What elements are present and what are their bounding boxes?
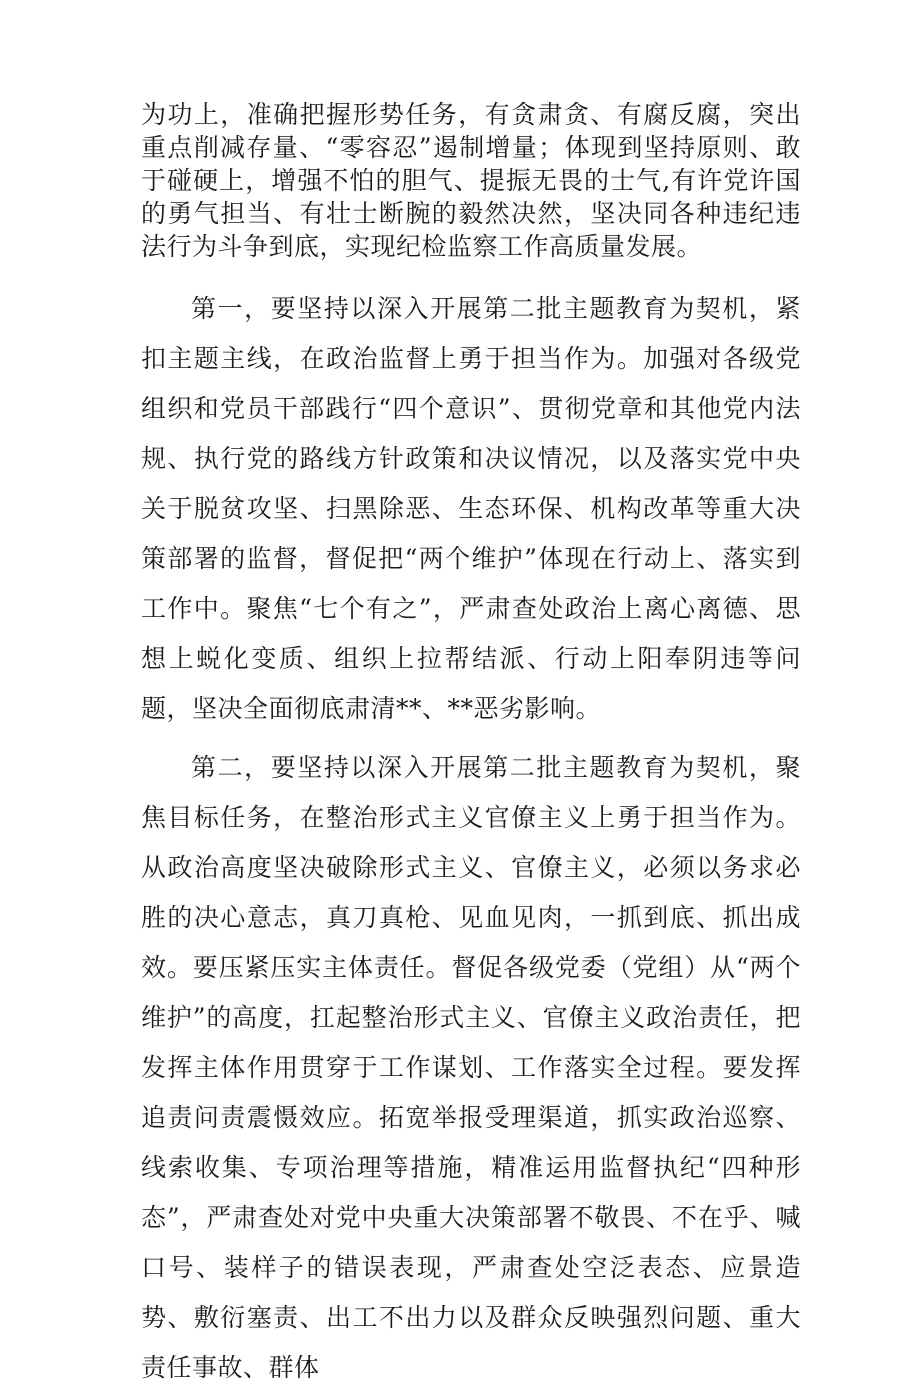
paragraph-first-point: 第一，要坚持以深入开展第二批主题教育为契机，紧扣主题主线，在政治监督上勇于担当作为。加强对各级党组织和党员干部践行“四个意识”、贯彻党章和其他党内法规、执行党的路线方针政策和决议情况，以及落实党中央关于脱贫攻坚、扫黑除恶、生态环保、机构改革等重大决策部署的监督，督促把“两个维护”体现在行动上、落实到工作中。聚焦“七个有之”，严肃查处政治上离心离德、思想上蜕化变质、组织上拉帮结派、行动上阳奉阴违等问题，坚决全面彻底肃清**、**恶劣影响。 <box>141 294 801 723</box>
paragraph-continuation: 为功上，准确把握形势任务，有贪肃贪、有腐反腐，突出重点削减存量、“零容忍”遏制增量；体现到坚持原则、敢于碰硬上，增强不怕的胆气、提振无畏的士气,有许党许国的勇气担当、有壮士断腕的毅然决然，坚决同各种违纪违法行为斗争到底，实现纪检监察工作高质量发展。 <box>141 100 801 261</box>
document-page <box>141 98 801 1393</box>
paragraph-second-point: 第二，要坚持以深入开展第二批主题教育为契机，聚焦目标任务，在整治形式主义官僚主义上勇于担当作为。从政治高度坚决破除形式主义、官僚主义，必须以务求必胜的决心意志，真刀真枪、见血见肉，一抓到底、抓出成效。要压紧压实主体责任。督促各级党委（党组）从“两个维护”的高度，扛起整治形式主义、官僚主义政治责任，把发挥主体作用贯穿于工作谋划、工作落实全过程。要发挥追责问责震慑效应。拓宽举报受理渠道，抓实政治巡察、线索收集、专项治理等措施，精准运用监督执纪“四种形态”，严肃查处对党中央重大决策部署不敬畏、不在乎、喊口号、装样子的错误表现，严肃查处空泛表态、应景造势、敷衍塞责、出工不出力以及群众反映强烈问题、重大责任事故、群体 <box>141 753 801 1382</box>
